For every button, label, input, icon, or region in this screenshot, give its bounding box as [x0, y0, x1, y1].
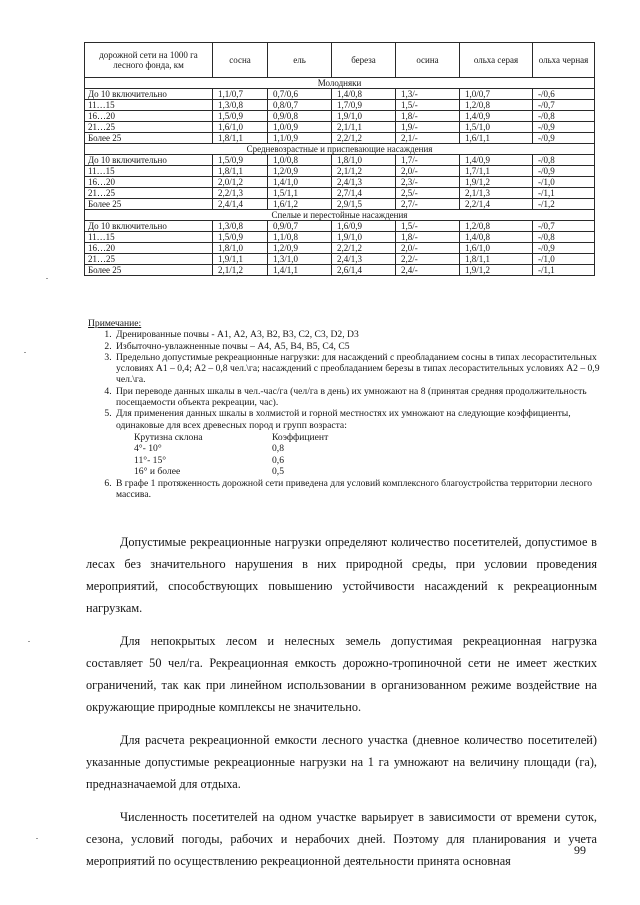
load-value-cell: 1,6/1,1	[460, 133, 533, 144]
road-density-cell: 21…25	[85, 188, 213, 199]
body-text	[86, 531, 597, 872]
load-value-cell: 1,5/1,1	[268, 188, 332, 199]
load-value-cell: 1,4/1,1	[268, 265, 332, 276]
road-density-cell: 11…15	[85, 100, 213, 111]
load-value-cell: 2,0/-	[396, 166, 460, 177]
load-value-cell: 2,2/1,3	[213, 188, 268, 199]
load-value-cell: -/1,0	[533, 254, 595, 265]
load-value-cell: 1,2/0,8	[460, 100, 533, 111]
load-value-cell: 1,0/0,8	[268, 155, 332, 166]
section-header-row	[85, 144, 595, 155]
load-value-cell: -/0,9	[533, 243, 595, 254]
road-density-cell: Более 25	[85, 199, 213, 210]
header-aspen: осина	[396, 43, 460, 78]
load-value-cell: 1,4/0,8	[332, 89, 396, 100]
slope-range: 16° и более	[134, 465, 181, 477]
load-value-cell: 1,8/1,1	[460, 254, 533, 265]
road-density-cell: 11…15	[85, 232, 213, 243]
load-value-cell: 1,5/-	[396, 221, 460, 232]
table-row	[85, 155, 595, 166]
load-value-cell: 2,1/1,3	[460, 188, 533, 199]
load-value-cell: -/1,1	[533, 188, 595, 199]
table-row	[85, 254, 595, 265]
table-header-row	[85, 43, 595, 78]
header-grey-alder: ольха серая	[460, 43, 533, 78]
table-row	[85, 221, 595, 232]
note-item	[114, 408, 606, 477]
load-value-cell: -/0,8	[533, 232, 595, 243]
load-value-cell: 1,2/0,9	[268, 243, 332, 254]
coefficient-header: Коэффициент	[272, 431, 329, 443]
scan-speck	[24, 352, 26, 353]
load-value-cell: -/0,8	[533, 111, 595, 122]
load-value-cell: 2,7/-	[396, 199, 460, 210]
load-value-cell: 2,1/1,2	[332, 166, 396, 177]
note-item: 2. Избыточно-увлажненные почвы – А4, А5, В4, В5, С4, С5	[114, 341, 606, 352]
note-item: 3. Предельно допустимые рекреационные нагрузки: для насаждений с преобладанием сосны в типах лесорастительных условиях А1 – 0,4; А2 – 0,8 чел.\га; насаждений с преобладанием березы в типах лесорастительных условиях А2 – 0,9 чел.\га.	[114, 352, 606, 386]
load-value-cell: -/0,6	[533, 89, 595, 100]
table-row	[85, 177, 595, 188]
header-pine: сосна	[213, 43, 268, 78]
load-value-cell: 1,7/0,9	[332, 100, 396, 111]
table-row	[85, 122, 595, 133]
load-value-cell: 1,2/0,9	[268, 166, 332, 177]
load-value-cell: 0,8/0,7	[268, 100, 332, 111]
load-value-cell: 2,0/1,2	[213, 177, 268, 188]
road-density-cell: 16…20	[85, 177, 213, 188]
load-value-cell: 1,6/1,2	[268, 199, 332, 210]
slope-coefficient: 0,6	[272, 454, 284, 466]
section-title: Спелые и перестойные насаждения	[85, 210, 595, 221]
load-value-cell: 2,9/1,5	[332, 199, 396, 210]
load-value-cell: 1,1/0,7	[213, 89, 268, 100]
load-value-cell: 1,0/0,9	[268, 122, 332, 133]
load-value-cell: 2,4/1,3	[332, 254, 396, 265]
load-value-cell: 1,8/1,0	[213, 243, 268, 254]
load-value-cell: 0,9/0,7	[268, 221, 332, 232]
slope-header: Крутизна склона	[134, 431, 203, 443]
load-value-cell: 1,2/0,8	[460, 221, 533, 232]
load-value-cell: 2,4/1,3	[332, 177, 396, 188]
load-value-cell: 0,7/0,6	[268, 89, 332, 100]
load-value-cell: 2,4/1,4	[213, 199, 268, 210]
table-row	[85, 232, 595, 243]
section-title: Молодняки	[85, 78, 595, 89]
table-row	[85, 100, 595, 111]
notes	[86, 318, 606, 501]
load-value-cell: 2,2/-	[396, 254, 460, 265]
road-density-cell: 11…15	[85, 166, 213, 177]
paragraph: Для расчета рекреационной емкости лесного участка (дневное количество посетителей) указанные допустимые рекреационные нагрузки на 1 га умножают на величину площади (га), предназначаемой для отдыха.	[86, 733, 597, 791]
header-black-alder: ольха черная	[533, 43, 595, 78]
load-value-cell: 1,8/1,1	[213, 166, 268, 177]
scan-speck	[46, 278, 48, 279]
load-value-cell: 1,3/1,0	[268, 254, 332, 265]
load-value-cell: 2,6/1,4	[332, 265, 396, 276]
load-value-cell: 1,8/1,1	[213, 133, 268, 144]
road-density-cell: 21…25	[85, 122, 213, 133]
load-value-cell: 0,9/0,8	[268, 111, 332, 122]
slope-range: 11°- 15°	[134, 454, 167, 466]
road-density-cell: Более 25	[85, 265, 213, 276]
load-value-cell: 1,5/0,9	[213, 232, 268, 243]
header-spruce: ель	[268, 43, 332, 78]
table-row	[85, 89, 595, 100]
notes-list	[86, 329, 606, 500]
load-value-cell: 2,5/-	[396, 188, 460, 199]
load-value-cell: 2,2/1,2	[332, 243, 396, 254]
load-value-cell: 1,9/1,2	[460, 265, 533, 276]
load-value-cell: -/0,9	[533, 166, 595, 177]
load-value-cell: 2,2/1,2	[332, 133, 396, 144]
table-body	[85, 78, 595, 276]
note-item: 6. В графе 1 протяженность дорожной сети приведена для условий комплексного благоустройства территории лесного массива.	[114, 478, 606, 501]
load-value-cell: 1,5/1,0	[460, 122, 533, 133]
recreation-load-table	[84, 42, 595, 276]
section-header-row	[85, 78, 595, 89]
load-value-cell: -/1,2	[533, 199, 595, 210]
road-density-cell: 16…20	[85, 243, 213, 254]
load-value-cell: 1,9/-	[396, 122, 460, 133]
load-value-cell: 1,3/-	[396, 89, 460, 100]
load-value-cell: 1,7/1,1	[460, 166, 533, 177]
load-value-cell: 1,1/0,8	[268, 232, 332, 243]
table-row	[85, 243, 595, 254]
load-value-cell: 1,4/1,0	[268, 177, 332, 188]
load-value-cell: 2,3/-	[396, 177, 460, 188]
load-value-cell: 1,6/1,0	[460, 243, 533, 254]
section-header-row	[85, 210, 595, 221]
road-density-cell: До 10 включительно	[85, 89, 213, 100]
slope-range: 4°- 10°	[134, 443, 162, 455]
load-value-cell: 1,9/1,1	[213, 254, 268, 265]
table-row	[85, 111, 595, 122]
load-value-cell: 1,5/0,9	[213, 155, 268, 166]
load-value-cell: 1,9/1,0	[332, 111, 396, 122]
load-value-cell: 2,1/-	[396, 133, 460, 144]
load-value-cell: 1,8/-	[396, 111, 460, 122]
load-value-cell: -/0,9	[533, 122, 595, 133]
note-text: Для применения данных шкалы в холмистой и горной местностях их умножают на следующие коэффициенты, одинаковые для всех древесных пород и групп возраста:	[116, 408, 571, 431]
load-value-cell: 2,1/1,2	[213, 265, 268, 276]
load-value-cell: 1,9/1,0	[332, 232, 396, 243]
road-density-cell: Более 25	[85, 133, 213, 144]
section-title: Средневозрастные и приспевающие насаждения	[85, 144, 595, 155]
table-row	[85, 199, 595, 210]
load-value-cell: 1,9/1,2	[460, 177, 533, 188]
table-row	[85, 133, 595, 144]
load-value-cell: 1,0/0,7	[460, 89, 533, 100]
slope-coefficient: 0,8	[272, 443, 284, 455]
slope-coefficient-table	[134, 432, 606, 477]
load-value-cell: 2,2/1,4	[460, 199, 533, 210]
note-item: 1. Дренированные почвы - А1, А2, А3, В2, В3, С2, С3, D2, D3	[114, 329, 606, 340]
table-row	[85, 166, 595, 177]
load-value-cell: -/1,0	[533, 177, 595, 188]
load-value-cell: 1,4/0,9	[460, 111, 533, 122]
road-density-cell: До 10 включительно	[85, 155, 213, 166]
header-birch: береза	[332, 43, 396, 78]
page-number: 99	[574, 843, 586, 857]
table-row	[85, 265, 595, 276]
load-value-cell: 1,4/0,9	[460, 155, 533, 166]
load-value-cell: -/0,9	[533, 133, 595, 144]
slope-coefficient: 0,5	[272, 465, 284, 477]
paragraph: Для непокрытых лесом и нелесных земель допустимая рекреационная нагрузка составляет 50 чел/га. Рекреационная емкость дорожно-тропиночной сети не имеет жестких ограничений, так как при линейном использовании в организованном режиме воздействие на окружающие природные комплексы не значительно.	[86, 634, 597, 714]
scan-speck	[36, 838, 38, 839]
paragraph: Допустимые рекреационные нагрузки определяют количество посетителей, допустимое в лесах без значительного нарушения в них природной среды, при условии проведения мероприятий, способствующих повышению устойчивости насаждений к рекреационным нагрузкам.	[86, 535, 597, 615]
load-value-cell: 1,6/0,9	[332, 221, 396, 232]
load-value-cell: -/1,1	[533, 265, 595, 276]
note-item: 4. При переводе данных шкалы в чел.-час/га (чел/га в день) их умножают на 8 (принятая средняя продолжительность посещаемости объекта рекреации, час).	[114, 386, 606, 409]
load-value-cell: 1,6/1,0	[213, 122, 268, 133]
table-row	[85, 188, 595, 199]
road-density-cell: 21…25	[85, 254, 213, 265]
load-value-cell: 2,4/-	[396, 265, 460, 276]
load-value-cell: -/0,7	[533, 100, 595, 111]
load-value-cell: 1,3/0,8	[213, 100, 268, 111]
load-value-cell: -/0,8	[533, 155, 595, 166]
load-value-cell: 1,5/0,9	[213, 111, 268, 122]
header-road-network: дорожной сети на 1000 га лесного фонда, км	[85, 43, 213, 78]
paragraph: Численность посетителей на одном участке варьирует в зависимости от времени суток, сезона, условий погоды, рабочих и нерабочих дней. Поэтому для планирования и учета мероприятий по осуществлению рекреационной деятельности принята основная	[86, 810, 597, 868]
load-value-cell: 2,7/1,4	[332, 188, 396, 199]
load-value-cell: 1,7/-	[396, 155, 460, 166]
load-value-cell: 2,1/1,1	[332, 122, 396, 133]
load-value-cell: 1,1/0,9	[268, 133, 332, 144]
road-density-cell: 16…20	[85, 111, 213, 122]
load-value-cell: 2,0/-	[396, 243, 460, 254]
scan-speck	[28, 641, 30, 642]
load-value-cell: 1,4/0,8	[460, 232, 533, 243]
load-value-cell: -/0,7	[533, 221, 595, 232]
road-density-cell: До 10 включительно	[85, 221, 213, 232]
load-value-cell: 1,8/1,0	[332, 155, 396, 166]
load-value-cell: 1,3/0,8	[213, 221, 268, 232]
notes-title: Примечание:	[88, 318, 142, 329]
load-value-cell: 1,5/-	[396, 100, 460, 111]
load-value-cell: 1,8/-	[396, 232, 460, 243]
